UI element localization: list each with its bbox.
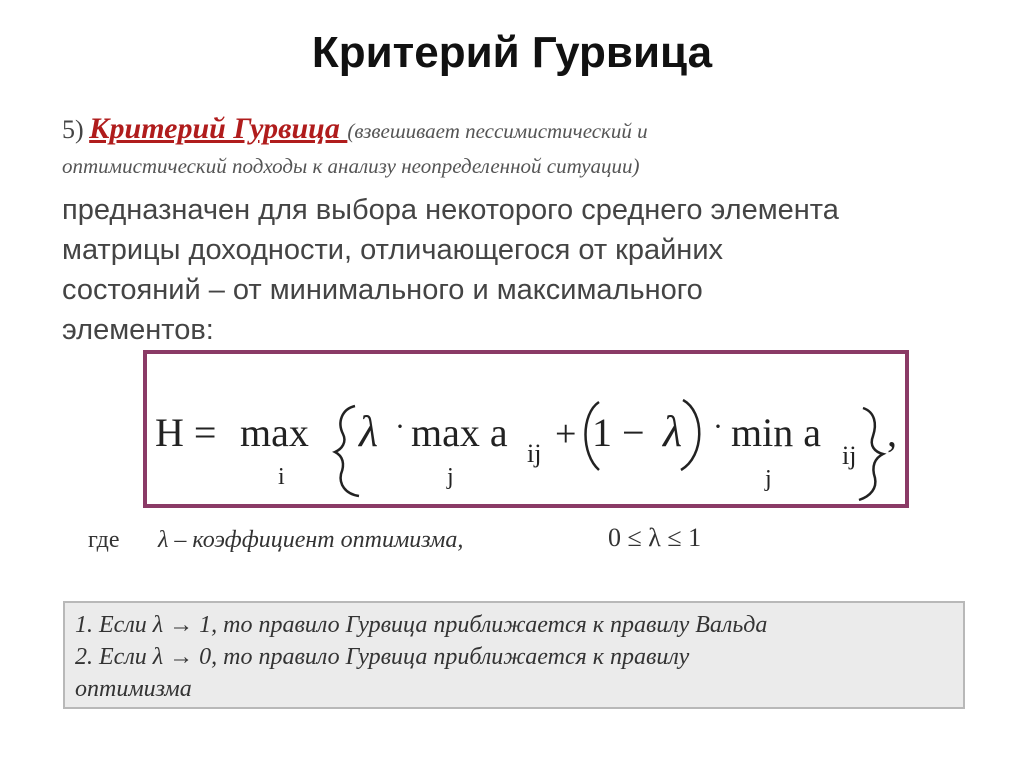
formula-lambda: λ: [359, 407, 379, 456]
criterion-note-line1: (взвешивает пессимистический и: [347, 119, 648, 143]
left-brace: [335, 406, 359, 496]
rule-item: 1. Если λ → 1, то правило Гурвица приближается к правилу Вальда: [75, 612, 768, 638]
description-line: предназначен для выбора некоторого среднего элемента: [62, 194, 839, 226]
criterion-note-line2: оптимистический подходы к анализу неопределенной ситуации): [62, 154, 640, 178]
formula-sub-i: i: [278, 464, 285, 490]
description-line: состояний – от минимального и максимального: [62, 274, 703, 306]
lambda-definition: λ – коэффициент оптимизма,: [158, 527, 464, 553]
rule-item: 2. Если λ → 0, то правило Гурвица приближается к правилу: [75, 644, 690, 670]
intro-paragraph: [62, 112, 942, 179]
formula-sub-j-2: j: [765, 466, 772, 492]
right-brace: [859, 408, 883, 500]
formula-sub-ij-2: ij: [842, 441, 857, 470]
formula-dot-1: ·: [395, 410, 405, 443]
rules-box: [63, 601, 965, 709]
right-paren: [681, 400, 699, 470]
formula-max-inner: max a: [411, 410, 508, 455]
formula-box: [143, 350, 909, 508]
description-line: матрицы доходности, отличающегося от крайних: [62, 234, 724, 266]
formula-comma: ,: [887, 410, 897, 455]
formula-sub-j-1: j: [447, 464, 454, 490]
where-label: где: [88, 527, 120, 553]
formula-sub-ij-1: ij: [527, 439, 542, 468]
formula-one-minus: 1 −: [592, 410, 645, 455]
hurwicz-formula: [147, 354, 905, 504]
page-title: Критерий Гурвица: [311, 28, 713, 77]
lambda-range: 0 ≤ λ ≤ 1: [608, 523, 702, 552]
criterion-name: Критерий Гурвица: [89, 112, 348, 145]
item-number: 5): [62, 115, 84, 144]
rule-item: оптимизма: [75, 676, 192, 702]
formula-min-inner: min a: [731, 410, 821, 455]
description-text: [62, 190, 942, 350]
description-line: элементов:: [62, 314, 214, 346]
formula-max-outer: max: [240, 410, 309, 455]
formula-lhs: H =: [155, 410, 217, 455]
formula-plus: +: [555, 413, 577, 455]
formula-dot-2: ·: [713, 410, 723, 443]
formula-lambda-2: λ: [663, 407, 683, 456]
